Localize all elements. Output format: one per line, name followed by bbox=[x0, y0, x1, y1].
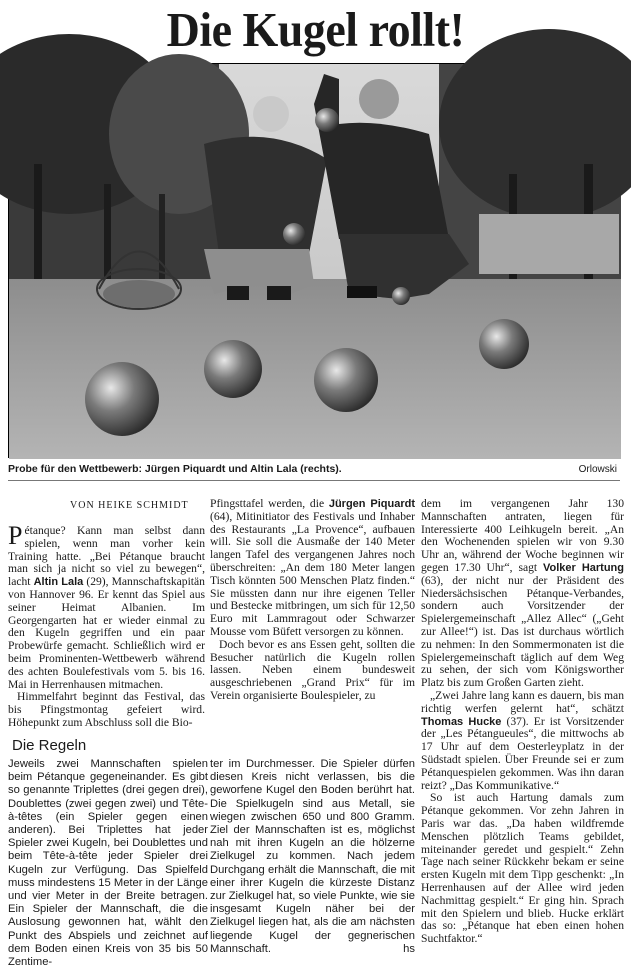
text-run: étanque? Kann man selbst dann spielen, wenn man vorher kein Training hatte. „Bei Pétanque braucht man sich ja nicht so viel zu bewegen“, lacht bbox=[8, 524, 205, 589]
paragraph: So ist auch Hartung damals zum Pétanque gekommen. Vor zehn Jahren in Paris war das. „Da haben wildfremde Menschen plötzlich Teams gebildet, miteinander geredet und gespielt.“ Zehn Tage nach seiner Rückkehr bekam er seine ersten Kugeln mit dem Tipp geschenkt: „In Herrenhausen auf der Allee wird jeden Nachmittag gespielt.“ Er ging hin. Sprach mit den Spielern und blieb. Hucke erklärt das so: „Pétanque hat eben einen hohen Suchtfaktor.“ bbox=[421, 791, 624, 946]
text-run: (63), der nicht nur der Präsident des Niedersächsischen Pétanque-Verbandes, sondern auch Vorsitzender der Spielergemeinschaft „Allez Allec“ („Geht zur Allee!“) ist. Das ist durchaus wörtlich zu nehmen: In den Sommermonaten ist die Spielergemeinschaft täglich auf dem Weg zu sehen, der sich vom Königsworther Platz bis zum Großen Garten zieht. bbox=[421, 573, 624, 690]
article-column-2 bbox=[210, 498, 415, 703]
paragraph: Doch bevor es ans Essen geht, sollten die Besucher natürlich die Kugeln rollen lassen. Neben einem bundesweit ausgeschriebenen „Grand Prix“ für im Verein organisierte Boulespieler, zu bbox=[210, 637, 415, 702]
person-name: Volker Hartung bbox=[543, 561, 624, 574]
author-signature: hs bbox=[403, 942, 415, 955]
article-photo bbox=[8, 63, 620, 458]
caption-divider bbox=[8, 480, 620, 481]
paragraph bbox=[210, 498, 415, 639]
person-name: Jürgen Piquardt bbox=[328, 498, 416, 510]
photo-credit: Orlowski bbox=[578, 464, 617, 475]
headline: Die Kugel rollt! bbox=[166, 2, 465, 57]
article-column-3 bbox=[421, 498, 624, 946]
text-run: „Zwei Jahre lang kann es dauern, bis man richtig werfen gelernt hat“, schätzt bbox=[421, 688, 624, 715]
paragraph bbox=[421, 498, 624, 690]
byline: VON HEIKE SCHMIDT bbox=[70, 500, 189, 511]
rules-heading: Die Regeln bbox=[12, 737, 87, 754]
person-name: Altin Lala bbox=[33, 576, 84, 589]
paragraph bbox=[8, 521, 205, 691]
paragraph: Himmelfahrt beginnt das Festival, das bis Pfingstmontag gefeiert wird. Höhepunkt zum Abschluss soll die Bio- bbox=[8, 690, 205, 729]
article-column-1 bbox=[8, 521, 205, 730]
text-run: Pfingsttafel werden, die bbox=[210, 497, 329, 510]
text-run: ter im Durchmesser. Die Spieler dürfen diesen Kreis nicht verlassen, bis die geworfene Kugel den Boden berührt hat. Die Spielkugeln sind aus Metall, sie wiegen zwischen 650 und 800 Gramm. Ziel der Mannschaften ist es, möglichst nah mit ihren Kugeln an die hölzerne Zielkugel zu kommen. Nach jedem Durchgang erhält die Mannschaft, die mit einer ihrer Kugeln die kürzeste Distanz zur Zielkugel hat, so viele Punkte, wie sie insgesamt Kugeln näher bei der Zielkugel liegen hat, als die am nächsten liegende Kugel der gegnerischen Mannschaft. bbox=[210, 758, 415, 955]
text-run: (29), Mannschaftskapitän von Hannover 96. Er kennt das Spiel aus seiner Heimat Albanien. Im Georgengarten hat er wieder einmal zu den Kugeln gegriffen und ein paar Probewürfe gemacht. Schließlich wird er beim Prominenten-Wettbewerb während des achten Boulefestivals vom 5. bis 16. Mai in Herrenhausen mitmachen. bbox=[8, 575, 205, 691]
text-run: (64), Mitinitiator des Festivals und Inhaber des Restaurants „La Provence“, aufbauen will. Sie soll die Ausmaße der 140 Meter langen Tafel des vergangenen Jahres noch überschreiten: „An dem 180 Meter langen Tisch könnten 500 Menschen Platz finden.“ Sie müssten dann nur ihre eigenen Teller und Bestecke mitbringen, um sich für 12,50 Euro mit Lammragout oder Schwarzer Mousse vom Büfett versorgen zu können. bbox=[210, 509, 415, 638]
person-name: Thomas Hucke bbox=[421, 715, 502, 728]
rules-text-2 bbox=[210, 758, 415, 956]
text-run: (37). Er ist Vorsitzender der „Les Pétangueules“, die mittwochs ab 17 Uhr auf dem Oesterleyplatz in der Südstadt spielen. Über Freunde sei er zum Pétanquespielen gekommen. Was ihn daran reizt? „Das Kommunikative.“ bbox=[421, 714, 624, 792]
rules-text-1: Jeweils zwei Mannschaften spielen beim Pétanque gegeneinander. Es gibt so genannte Triplettes (drei gegen drei), Doublettes (zwei gegen zwei) und Tête-à-têtes (ein Spieler gegen einen anderen). Bei Triplettes hat jeder Spieler zwei Kugeln, bei Doublettes und beim Tête-à-tête jeder Spieler drei Kugeln zur Verfügung. Das Spielfeld muss mindestens 15 Meter in der Länge und vier Meter in der Breite betragen. Ein Spieler der Mannschaft, die die Auslosung gewonnen hat, wählt den Punkt des Abspiels und zeichnet auf dem Boden einen Kreis von 35 bis 50 Zentime- bbox=[8, 758, 208, 969]
paragraph bbox=[421, 690, 624, 792]
text-run: dem im vergangenen Jahr 130 Mannschaften antraten, liegen für Interessierte 400 Leihkugeln bereit. „An den Wochenenden spielen wir von 9.30 Uhr an, während der Woche beginnen wir gegen 17.30 Uhr“, sagt bbox=[421, 497, 624, 574]
photo-caption: Probe für den Wettbewerb: Jürgen Piquardt und Altin Lala (rechts). bbox=[8, 463, 342, 475]
drop-cap: P bbox=[8, 521, 23, 550]
